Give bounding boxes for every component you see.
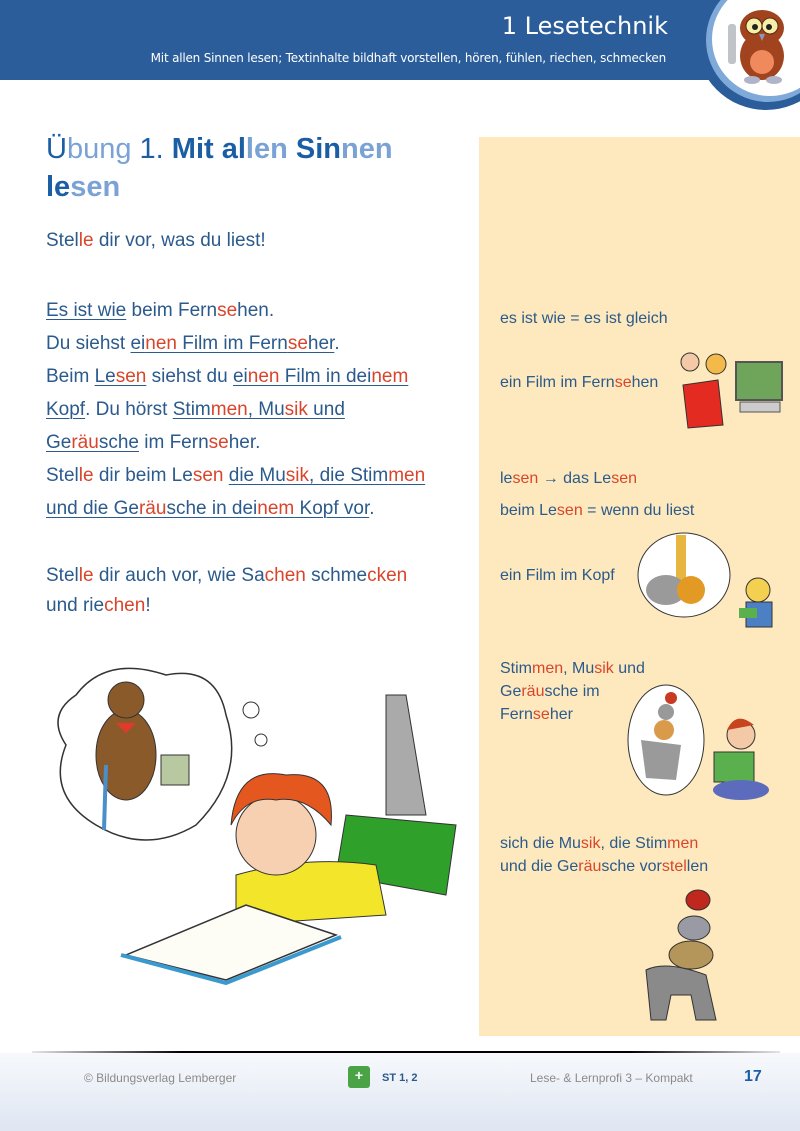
exercise-title (46, 130, 446, 206)
side-note: ein Film im Fernsehen (500, 374, 659, 391)
side-note: ein Film im Kopf (500, 567, 615, 584)
text-line: und riechen! (46, 595, 151, 616)
text-line: Es ist wie beim Fernsehen. (46, 300, 275, 321)
text-line: Kopf. Du hörst Stimmen, Musik und (46, 399, 345, 420)
exercise-lead: Stelle dir vor, was du liest! (46, 230, 266, 251)
copyright: © Bildungsverlag Lemberger (84, 1071, 237, 1085)
title-part: le (46, 171, 71, 203)
chapter-header (0, 0, 800, 80)
page-number: 17 (744, 1068, 762, 1085)
title-part: len (245, 133, 296, 165)
exercise-paragraph-1 (46, 294, 466, 525)
text-line: Stelle dir auch vor, wie Sachen schmecken (46, 565, 408, 586)
side-note: Stimmen, Musik und Geräusche im Fernseher (500, 660, 645, 723)
title-part: Sin (295, 133, 341, 165)
title-part: sen (70, 171, 121, 203)
side-note: sich die Musik, die Stimmen und die Geräusche vorstellen (500, 835, 709, 875)
side-note: beim Lesen = wenn du liest (500, 502, 695, 519)
side-note: lesen → das Lesen (500, 470, 637, 487)
plus-icon: + (348, 1066, 370, 1088)
couple-watching-tv-illustration (678, 350, 786, 430)
title-part: bung (66, 133, 140, 165)
boy-dreaming-musicians-illustration (626, 680, 776, 810)
girl-dreaming-animals-illustration (636, 530, 786, 645)
chapter-subtitle: Mit allen Sinnen lesen; Textinhalte bildhaft vorstellen, hören, fühlen, riechen, schmecken (150, 51, 666, 65)
title-part: Ü (46, 133, 67, 165)
page-footer (0, 1053, 800, 1131)
standards-label: ST 1, 2 (382, 1072, 418, 1084)
title-part: 1. (139, 133, 172, 165)
title-part: Mit al (171, 133, 246, 165)
chapter-title: 1 Lesetechnik (501, 12, 668, 40)
boy-reading-illustration (46, 655, 466, 985)
side-note: es ist wie = es ist gleich (500, 310, 668, 327)
title-part: nen (341, 133, 393, 165)
owl-mascot-icon (722, 4, 798, 84)
text-line: Beim Lesen siehst du einen Film in deinem (46, 366, 409, 387)
text-line: und die Geräusche in deinem Kopf vor. (46, 498, 375, 519)
text-line: Du siehst einen Film im Fernseher. (46, 333, 340, 354)
book-title: Lese- & Lernprofi 3 – Kompakt (530, 1071, 693, 1085)
text-line: Stelle dir beim Lesen die Musik, die Stimmen (46, 465, 426, 486)
exercise-paragraph-2 (46, 561, 466, 621)
text-line: Geräusche im Fernseher. (46, 432, 261, 453)
bremen-musicians-illustration (636, 880, 736, 1030)
